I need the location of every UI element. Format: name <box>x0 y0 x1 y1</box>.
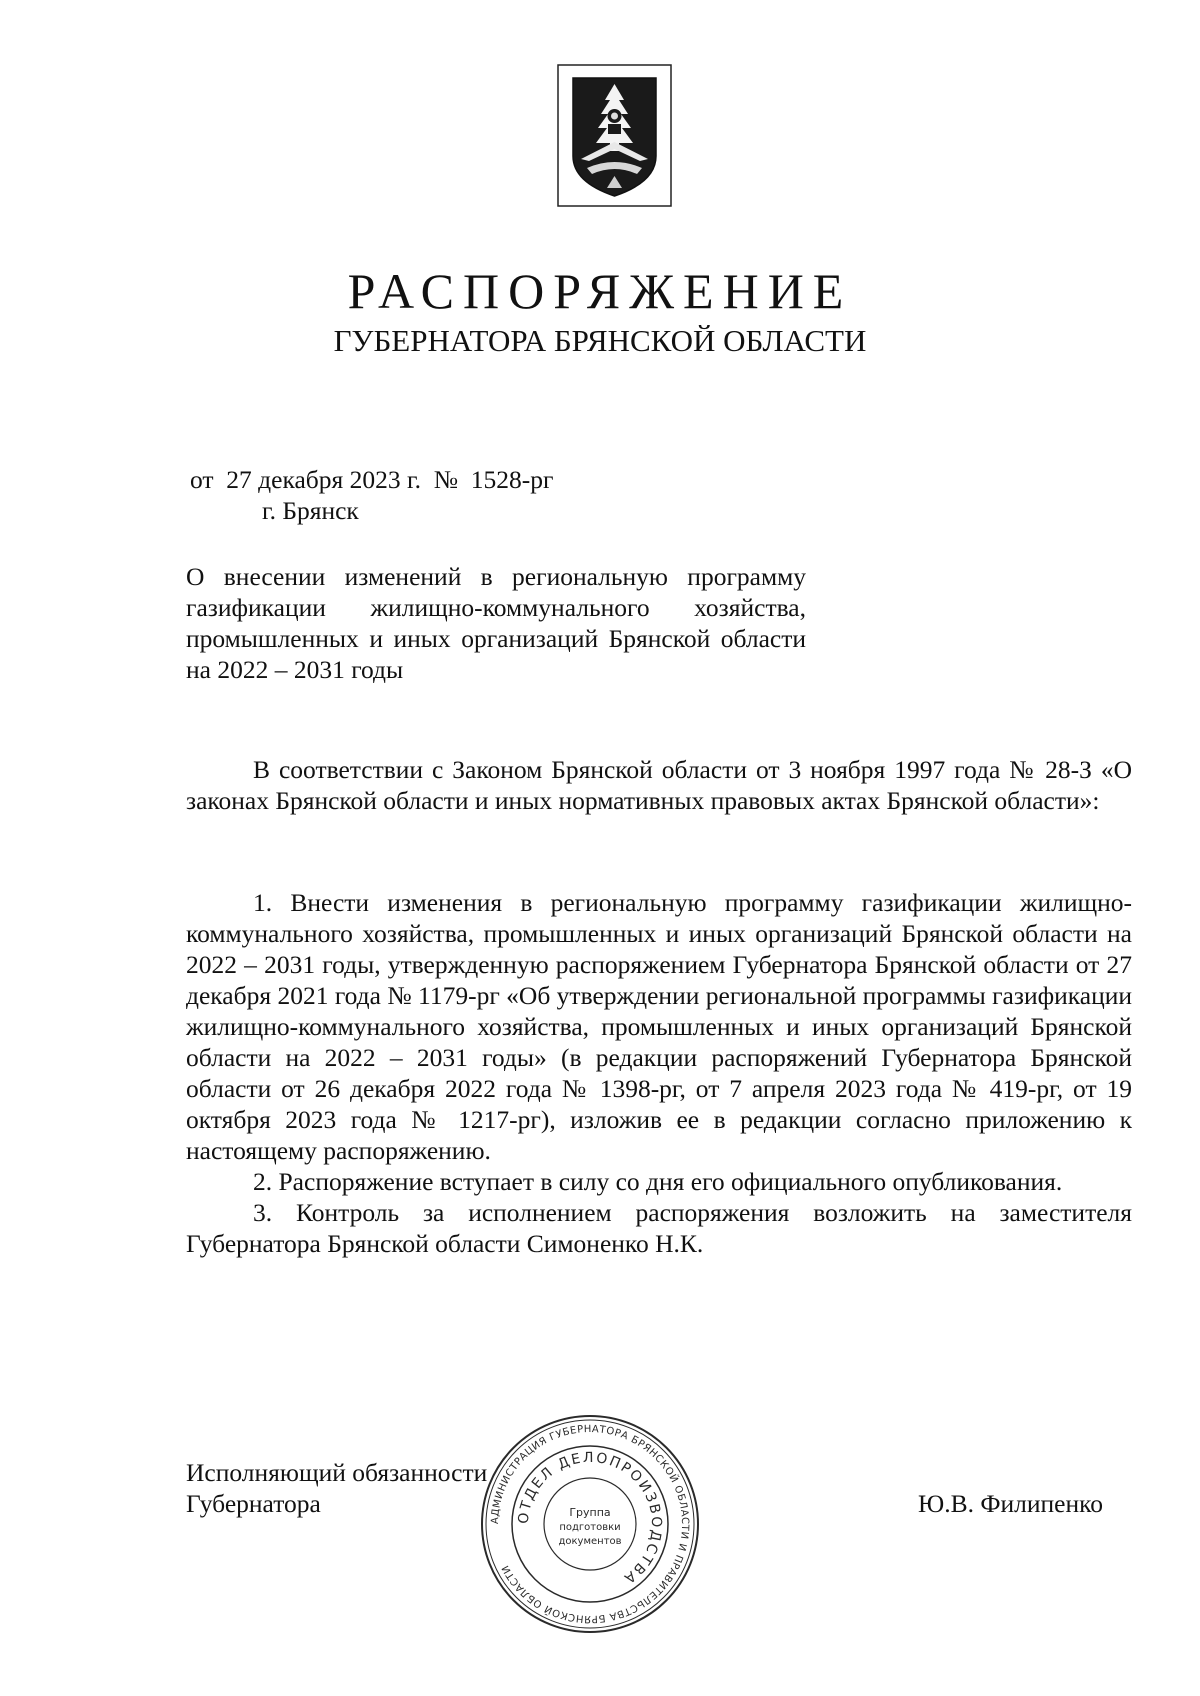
document-title: РАСПОРЯЖЕНИЕ <box>347 263 853 319</box>
stamp-center-line-2: подготовки <box>559 1522 621 1533</box>
document-subtitle: ГУБЕРНАТОРА БРЯНСКОЙ ОБЛАСТИ <box>333 323 867 358</box>
point-2: 2. Распоряжение вступает в силу со дня его официального опубликования. <box>253 1167 1063 1196</box>
point-1: 1. Внести изменения в региональную программу газификации жилищно-коммунального хозяйства, промышленных и иных организаций Брянской области на 2022 – 2031 годы, утвержденную распоряжением Губернатора Брянской области от 27 декабря 2021 года № 1179-рг «Об утверждении региональной программы газификации жилищно-коммунального хозяйства, промышленных и иных организаций Брянской области на 2022 – 2031 годы» (в редакции распоряжений Губернатора Брянской области от 26 декабря 2022 года № 1398-рг, от 7 апреля 2023 года № 419-рг, от 19 октября 2023 года № 1217-рг), изложив ее в редакции согласно приложению к настоящему распоряжению. <box>186 888 1133 1165</box>
stamp-center-line-1: Группа <box>569 1506 611 1519</box>
point-3: 3. Контроль за исполнением распоряжения возложить на заместителя Губернатора Брянской области Симоненко Н.К. <box>186 1198 1132 1258</box>
points-list <box>186 887 1132 1259</box>
stamp-center-line-3: документов <box>558 1536 622 1547</box>
official-stamp <box>478 1412 702 1636</box>
signatory-name: Ю.В. Филипенко <box>918 1489 1103 1518</box>
preamble-paragraph: В соответствии с Законом Брянской области от 3 ноября 1997 года № 28-З «О законах Брянской области и иных нормативных правовых актах Брянской области»: <box>186 755 1132 815</box>
document-subject: О внесении изменений в региональную программу газификации жилищно-коммунального хозяйства, промышленных и иных организаций Брянской области на 2022 – 2031 годы <box>186 562 806 684</box>
stamp-ring-text: ОТДЕЛ ДЕЛОПРОИЗВОДСТВА <box>515 1449 665 1588</box>
coat-of-arms-icon <box>557 64 672 207</box>
signatory-role-line-2: Губернатора <box>186 1489 321 1518</box>
stamp-outer-text: АДМИНИСТРАЦИЯ ГУБЕРНАТОРА БРЯНСКОЙ ОБЛАСТИ И ПРАВИТЕЛЬСТВА БРЯНСКОЙ ОБЛАСТИ <box>489 1423 691 1625</box>
signatory-role-line-1: Исполняющий обязанности <box>186 1458 488 1487</box>
date-number-line: от 27 декабря 2023 г. № 1528-рг <box>190 465 554 494</box>
signatory-role <box>186 1457 487 1519</box>
city-line: г. Брянск <box>262 496 359 525</box>
